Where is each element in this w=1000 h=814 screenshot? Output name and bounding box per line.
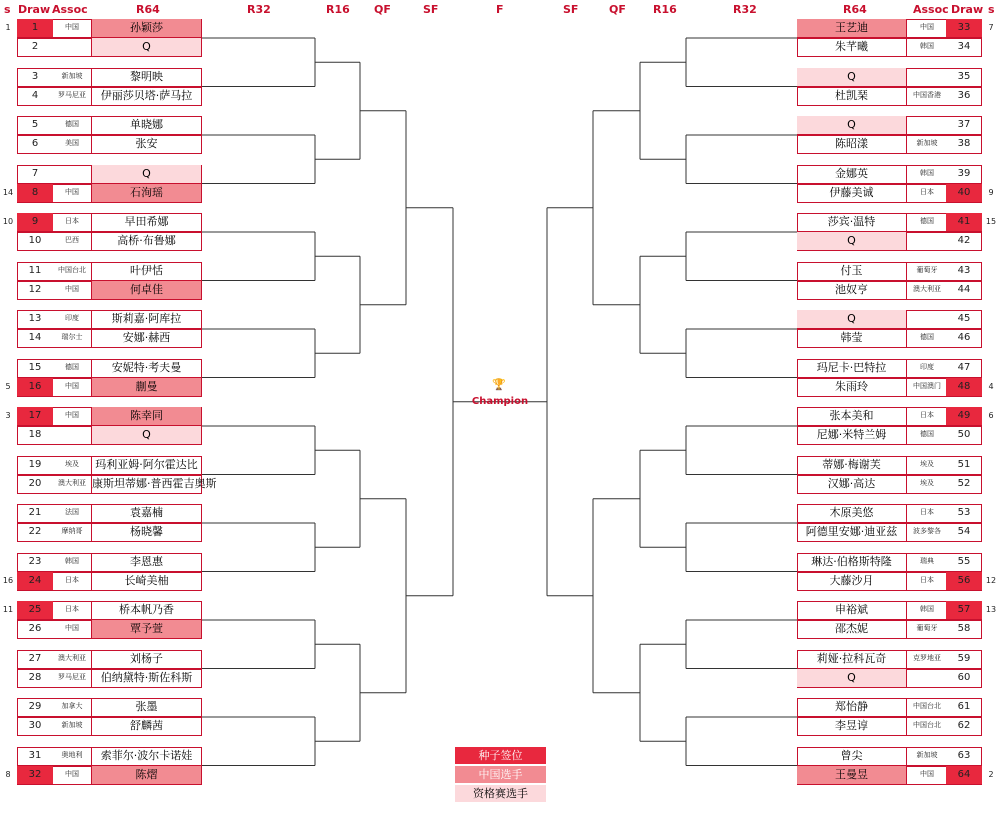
draw-number: 54 — [957, 526, 971, 537]
seed-number — [985, 232, 997, 250]
player-name: 高桥·布鲁娜 — [91, 232, 201, 250]
association: 埃及 — [65, 459, 79, 468]
seed-number — [2, 87, 14, 105]
seed-number: 5 — [5, 381, 11, 391]
association: 奥地利 — [61, 750, 83, 759]
seed-number — [2, 68, 14, 86]
champion-label: Champion — [471, 396, 529, 407]
player-name: 蒯曼 — [91, 378, 201, 396]
seed-number — [985, 475, 997, 493]
player-name: 玛利亚姆·阿尔霍达比 — [91, 456, 201, 474]
association: 波多黎各 — [913, 527, 941, 535]
seed-number — [985, 87, 997, 105]
seed-number — [2, 747, 14, 765]
header-qf-left: QF — [374, 3, 391, 16]
association: 日本 — [65, 217, 79, 225]
draw-number: 48 — [946, 378, 982, 396]
player-name: 王曼昱 — [797, 766, 907, 784]
draw-number: 51 — [957, 458, 971, 470]
player-name: 张安 — [91, 135, 201, 153]
draw-number: 45 — [957, 313, 971, 324]
seed-number — [2, 165, 14, 183]
player-name: 莉娅·拉科瓦奇 — [797, 650, 907, 668]
header-r64-right: R64 — [843, 3, 867, 16]
seed-number — [2, 669, 14, 687]
seed-number — [2, 232, 14, 250]
player-name: 阿德里安娜·迪亚兹 — [797, 523, 907, 541]
seed-number — [2, 475, 14, 493]
header-r16-left: R16 — [326, 3, 350, 16]
player-name: 单晓娜 — [91, 116, 201, 134]
header-qf-right: QF — [609, 3, 626, 16]
draw-number: 26 — [28, 623, 42, 634]
seed-number — [985, 456, 997, 474]
player-name: 杨晓馨 — [91, 523, 201, 541]
association: 日本 — [920, 575, 934, 584]
draw-number: 37 — [957, 119, 971, 130]
draw-number: 50 — [957, 429, 971, 440]
player-name: 汉娜·高达 — [797, 475, 907, 493]
draw-number: 25 — [17, 601, 53, 619]
seed-number — [985, 650, 997, 668]
player-name: 安娜·赫西 — [91, 329, 201, 347]
header-sf-left: SF — [423, 3, 439, 16]
draw-number: 43 — [957, 264, 971, 276]
player-name: 韩莹 — [797, 329, 907, 347]
association: 韩国 — [920, 605, 934, 613]
header-s-left: s — [4, 3, 11, 16]
seed-number — [985, 553, 997, 571]
seed-number — [2, 359, 14, 377]
association: 中国 — [65, 769, 79, 778]
association: 日本 — [920, 411, 934, 419]
association: 中国 — [65, 23, 79, 31]
draw-number: 33 — [946, 19, 982, 37]
player-name: 大藤沙月 — [797, 572, 907, 590]
association: 中国 — [920, 23, 934, 31]
association: 韩国 — [920, 42, 934, 50]
player-name: 池奴亨 — [797, 281, 907, 299]
association: 德国 — [920, 430, 934, 438]
draw-number: 6 — [31, 138, 39, 149]
seed-number — [985, 359, 997, 377]
seed-number — [2, 456, 14, 474]
seed-number — [2, 504, 14, 522]
player-name: 叶伊恬 — [91, 262, 201, 280]
association: 葡萄牙 — [916, 624, 938, 632]
draw-number: 39 — [957, 167, 971, 179]
header-sf-right: SF — [563, 3, 579, 16]
association: 瑞典 — [920, 556, 934, 565]
association — [908, 68, 946, 86]
association: 中国台北 — [913, 702, 941, 710]
draw-number: 57 — [946, 601, 982, 619]
association: 澳大利亚 — [58, 478, 86, 487]
association — [908, 232, 946, 250]
association: 印度 — [920, 362, 934, 371]
draw-number: 8 — [17, 184, 53, 202]
association: 摩纳哥 — [61, 527, 83, 535]
header-r16-right: R16 — [653, 3, 677, 16]
draw-number: 38 — [957, 138, 971, 149]
association: 印度 — [65, 314, 79, 322]
seed-number: 15 — [985, 217, 997, 226]
association: 中国 — [65, 381, 79, 390]
seed-number — [985, 135, 997, 153]
player-name: 朱雨玲 — [797, 378, 907, 396]
player-name: 木原美悠 — [797, 504, 907, 522]
association: 中国 — [920, 769, 934, 778]
seed-number: 14 — [2, 187, 14, 197]
seed-number — [985, 669, 997, 687]
seed-number: 13 — [985, 605, 997, 614]
seed-number — [2, 650, 14, 668]
draw-number: 41 — [946, 213, 982, 231]
draw-number: 46 — [957, 332, 971, 343]
player-name: 早田希娜 — [91, 213, 201, 231]
draw-number: 4 — [31, 89, 39, 101]
seed-number — [985, 68, 997, 86]
seed-number — [985, 504, 997, 522]
player-name: 陈幸同 — [91, 407, 201, 425]
draw-number: 52 — [957, 477, 971, 489]
association: 德国 — [920, 333, 934, 341]
draw-number: 56 — [946, 572, 982, 590]
draw-number: 13 — [28, 313, 42, 324]
draw-number: 20 — [28, 477, 42, 489]
header-r64-left: R64 — [136, 3, 160, 16]
association: 埃及 — [920, 478, 934, 487]
draw-number: 15 — [28, 361, 42, 373]
draw-number: 2 — [31, 41, 39, 52]
legend-chinese: 中国选手 — [455, 766, 546, 783]
seed-number — [985, 717, 997, 735]
association: 澳大利亚 — [913, 284, 941, 293]
draw-number: 49 — [946, 407, 982, 425]
seed-number: 16 — [2, 575, 14, 585]
association: 克罗地亚 — [913, 653, 941, 662]
seed-number — [985, 426, 997, 444]
draw-number: 53 — [957, 507, 971, 518]
association: 中国台北 — [913, 721, 941, 729]
seed-number: 1 — [5, 23, 11, 32]
association: 中国 — [65, 411, 79, 419]
seed-number: 11 — [2, 605, 14, 614]
player-name: 付玉 — [797, 262, 907, 280]
draw-number: 35 — [957, 70, 971, 82]
draw-number: 40 — [946, 184, 982, 202]
seed-number — [985, 38, 997, 56]
seed-number: 7 — [988, 23, 994, 32]
player-name: Q — [797, 310, 907, 328]
player-name: Q — [797, 116, 907, 134]
association: 德国 — [920, 217, 934, 225]
draw-number: 62 — [957, 720, 971, 731]
player-name: 郑怡静 — [797, 698, 907, 716]
seed-number — [985, 116, 997, 134]
player-name: 李恩惠 — [91, 553, 201, 571]
player-name: 康斯坦蒂娜·普西霍吉奥斯 — [91, 475, 201, 493]
seed-number: 12 — [985, 575, 997, 585]
seed-number — [2, 310, 14, 328]
player-name: 伯纳黛特·斯佐科斯 — [91, 669, 201, 687]
draw-number: 16 — [17, 378, 53, 396]
draw-number: 12 — [28, 283, 42, 295]
header-s-right: s — [988, 3, 995, 16]
association: 德国 — [65, 120, 79, 128]
player-name: 玛尼卡·巴特拉 — [797, 359, 907, 377]
draw-number: 59 — [957, 652, 971, 664]
player-name: 舒麟茜 — [91, 717, 201, 735]
association: 中国 — [65, 624, 79, 632]
draw-number: 10 — [28, 235, 42, 246]
seed-number: 8 — [5, 769, 11, 779]
seed-number — [985, 281, 997, 299]
seed-number: 10 — [2, 217, 14, 226]
seed-number — [2, 717, 14, 735]
player-name: 索菲尔·波尔卡诺娃 — [91, 747, 201, 765]
player-name: 刘杨子 — [91, 650, 201, 668]
draw-number: 30 — [28, 720, 42, 731]
association: 罗马尼亚 — [58, 672, 86, 681]
association — [908, 116, 946, 134]
association: 日本 — [65, 575, 79, 584]
association: 韩国 — [65, 556, 79, 565]
draw-number: 36 — [957, 89, 971, 101]
association: 新加坡 — [61, 71, 83, 80]
player-name: 斯莉嘉·阿库拉 — [91, 310, 201, 328]
seed-number — [985, 262, 997, 280]
header-r32-left: R32 — [247, 3, 271, 16]
draw-number: 31 — [28, 749, 42, 761]
association: 新加坡 — [61, 721, 83, 729]
player-name: 琳达·伯格斯特隆 — [797, 553, 907, 571]
association: 中国台北 — [58, 265, 86, 274]
association — [53, 165, 91, 183]
draw-number: 27 — [28, 652, 42, 664]
player-name: Q — [91, 165, 201, 183]
seed-number — [985, 620, 997, 638]
player-name: 邵杰妮 — [797, 620, 907, 638]
player-name: 王艺迪 — [797, 19, 907, 37]
seed-number — [985, 310, 997, 328]
player-name: 张墨 — [91, 698, 201, 716]
seed-number: 3 — [5, 411, 11, 420]
draw-number: 24 — [17, 572, 53, 590]
player-name: 曾尖 — [797, 747, 907, 765]
player-name: 孙颖莎 — [91, 19, 201, 37]
draw-number: 64 — [946, 766, 982, 784]
player-name: 长崎美柚 — [91, 572, 201, 590]
player-name: 安妮特·考夫曼 — [91, 359, 201, 377]
draw-number: 60 — [957, 671, 971, 683]
seed-number — [985, 698, 997, 716]
draw-number: 34 — [957, 41, 971, 52]
seed-number — [985, 523, 997, 541]
header-f: F — [496, 3, 504, 16]
association — [53, 426, 91, 444]
player-name: 金娜英 — [797, 165, 907, 183]
association: 葡萄牙 — [916, 265, 938, 274]
draw-number: 42 — [957, 235, 971, 246]
player-name: 黎明映 — [91, 68, 201, 86]
seed-number: 4 — [988, 381, 994, 391]
player-name: 覃予萱 — [91, 620, 201, 638]
association: 新加坡 — [916, 750, 938, 759]
draw-number: 5 — [31, 119, 39, 130]
seed-number — [2, 553, 14, 571]
player-name: 朱芊曦 — [797, 38, 907, 56]
seed-number — [985, 747, 997, 765]
draw-number: 3 — [31, 70, 39, 82]
draw-number: 47 — [957, 361, 971, 373]
association: 埃及 — [920, 459, 934, 468]
player-name: 伊丽莎贝塔·萨马拉 — [91, 87, 201, 105]
player-name: 石洵瑶 — [91, 184, 201, 202]
draw-number: 28 — [28, 671, 42, 683]
association: 日本 — [920, 187, 934, 196]
seed-number: 2 — [988, 769, 994, 779]
trophy-icon: 🏆 — [492, 378, 506, 391]
header-r32-right: R32 — [733, 3, 757, 16]
header-assoc-right: Assoc — [913, 3, 949, 16]
draw-number: 22 — [28, 526, 42, 537]
association: 日本 — [65, 605, 79, 613]
seed-number — [985, 329, 997, 347]
association: 瑞尔士 — [61, 333, 83, 341]
draw-number: 29 — [28, 701, 42, 712]
association: 巴西 — [65, 236, 79, 244]
player-name: 杜凯琹 — [797, 87, 907, 105]
player-name: Q — [91, 38, 201, 56]
draw-number: 19 — [28, 458, 42, 470]
association: 罗马尼亚 — [58, 90, 86, 99]
seed-number — [2, 281, 14, 299]
seed-number — [2, 135, 14, 153]
association: 日本 — [920, 508, 934, 516]
seed-number — [2, 262, 14, 280]
draw-number: 21 — [28, 507, 42, 518]
player-name: Q — [797, 68, 907, 86]
seed-number — [2, 38, 14, 56]
seed-number — [2, 116, 14, 134]
player-name: 伊藤美诚 — [797, 184, 907, 202]
header-assoc-left: Assoc — [52, 3, 88, 16]
legend-qualifier: 资格赛选手 — [455, 785, 546, 802]
player-name: 莎宾·温特 — [797, 213, 907, 231]
player-name: 申裕斌 — [797, 601, 907, 619]
association: 中国 — [65, 187, 79, 196]
player-name: Q — [797, 232, 907, 250]
draw-number: 44 — [957, 283, 971, 295]
seed-number: 9 — [988, 187, 994, 197]
draw-number: 32 — [17, 766, 53, 784]
player-name: 尼娜·米特兰姆 — [797, 426, 907, 444]
player-name: 袁嘉楠 — [91, 504, 201, 522]
draw-number: 1 — [17, 19, 53, 37]
draw-number: 23 — [28, 555, 42, 567]
association — [53, 38, 91, 56]
header-draw-right: Draw — [951, 3, 984, 16]
association: 加拿大 — [61, 702, 83, 710]
draw-number: 61 — [957, 701, 971, 712]
player-name: 陈昭漾 — [797, 135, 907, 153]
draw-number: 14 — [28, 332, 42, 343]
player-name: Q — [91, 426, 201, 444]
draw-number: 55 — [957, 555, 971, 567]
player-name: 李昱谆 — [797, 717, 907, 735]
seed-number — [2, 698, 14, 716]
association: 中国 — [65, 284, 79, 293]
association: 中国澳门 — [913, 381, 941, 390]
draw-number: 9 — [17, 213, 53, 231]
draw-number: 7 — [31, 167, 39, 179]
player-name: 张本美和 — [797, 407, 907, 425]
draw-number: 17 — [17, 407, 53, 425]
association: 韩国 — [920, 168, 934, 177]
association: 澳大利亚 — [58, 653, 86, 662]
association: 法国 — [65, 508, 79, 516]
draw-number: 58 — [957, 623, 971, 634]
player-name: 蒂娜·梅谢芙 — [797, 456, 907, 474]
draw-number: 11 — [28, 264, 42, 276]
player-name: Q — [797, 669, 907, 687]
header-draw-left: Draw — [18, 3, 51, 16]
association: 德国 — [65, 362, 79, 371]
legend-seed: 种子签位 — [455, 747, 546, 764]
seed-number — [2, 523, 14, 541]
association: 美国 — [65, 139, 79, 147]
seed-number — [2, 426, 14, 444]
seed-number: 6 — [988, 411, 994, 420]
draw-number: 63 — [957, 749, 971, 761]
seed-number — [2, 329, 14, 347]
seed-number — [985, 165, 997, 183]
draw-number: 18 — [28, 429, 42, 440]
seed-number — [2, 620, 14, 638]
association — [908, 310, 946, 328]
association: 新加坡 — [916, 139, 938, 147]
player-name: 陈熠 — [91, 766, 201, 784]
player-name: 桥本帆乃香 — [91, 601, 201, 619]
association — [908, 669, 946, 687]
association: 中国香港 — [913, 90, 941, 99]
player-name: 何卓佳 — [91, 281, 201, 299]
